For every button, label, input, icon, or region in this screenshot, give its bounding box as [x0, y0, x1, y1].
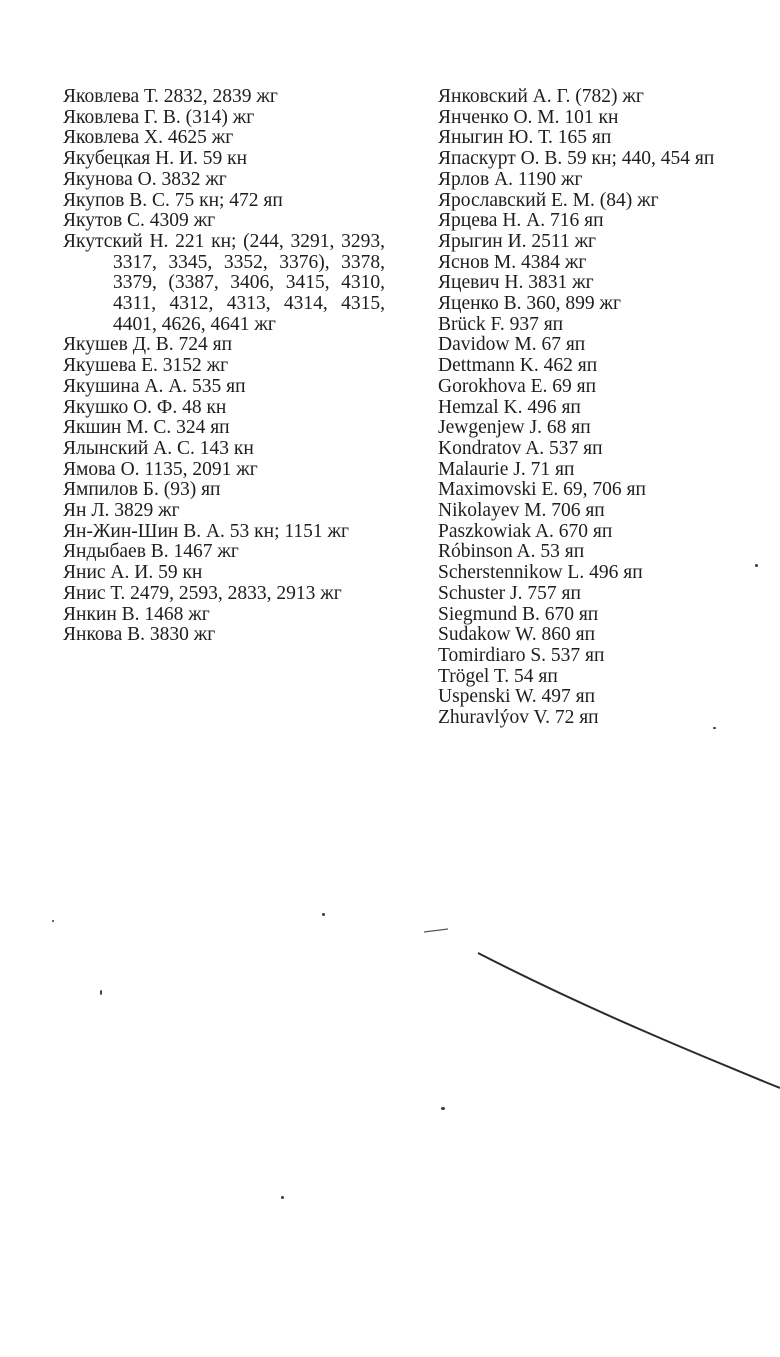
index-entry: Tomirdiaro S. 537 яп	[438, 644, 605, 666]
index-entry: Ярцева Н. А. 716 яп	[438, 210, 604, 232]
index-entry: Malaurie J. 71 яп	[438, 458, 575, 480]
index-entry: Якупов В. С. 75 кн; 472 яп	[63, 189, 283, 211]
index-entry: Янковский А. Г. (782) жг	[438, 86, 644, 107]
index-entry: Яковлева Г. В. (314) жг	[63, 106, 255, 128]
index-entry: Якушко О. Ф. 48 кн	[63, 396, 227, 418]
index-entry: Ямпилов Б. (93) яп	[63, 479, 221, 501]
scan-speck	[322, 913, 325, 916]
index-entry: Яценко В. 360, 899 жг	[438, 293, 621, 315]
index-entry: Davidow M. 67 яп	[438, 334, 586, 356]
index-entry: Якунова О. 3832 жг	[63, 168, 227, 190]
index-entry: Schuster J. 757 яп	[438, 582, 581, 604]
index-entry: Ямова О. 1135, 2091 жг	[63, 458, 258, 480]
index-entry: Uspenski W. 497 яп	[438, 686, 595, 708]
index-entry: Яковлева Х. 4625 жг	[63, 127, 234, 149]
index-entry: Яндыбаев В. 1467 жг	[63, 541, 239, 563]
scan-speck	[441, 1107, 445, 1110]
index-entry: Róbinson A. 53 яп	[438, 541, 585, 563]
index-entry: Якушева Е. 3152 жг	[63, 355, 229, 377]
index-entry: Scherstennikow L. 496 яп	[438, 562, 643, 584]
index-entry: Янкова В. 3830 жг	[63, 624, 216, 646]
index-entry: Gorokhova E. 69 яп	[438, 375, 597, 397]
index-entry: Ялынский А. С. 143 кн	[63, 437, 254, 459]
index-entry: Ян-Жин-Шин В. А. 53 кн; 1151 жг	[63, 520, 349, 542]
scan-speck	[281, 1196, 284, 1199]
index-entry: Якушев Д. В. 724 яп	[63, 334, 233, 356]
index-entry: Якутский Н. 221 кн; (244, 3291, 3293, 3317, 3345, 3352, 3376), 3378, 3379, (3387, 3406, 3415, 4310, 4311, 4312, 4313, 4314, 4315, 4401, 4626, 4641 жг	[63, 230, 385, 335]
index-entry: Янис А. И. 59 кн	[63, 562, 203, 584]
scan-speck	[52, 920, 54, 922]
index-entry: Kondratov A. 537 яп	[438, 437, 603, 459]
index-entry: Dettmann K. 462 яп	[438, 355, 598, 377]
index-entry: Brück F. 937 яп	[438, 313, 564, 335]
index-entry: Siegmund B. 670 яп	[438, 603, 599, 625]
index-entry: Maximovski E. 69, 706 яп	[438, 479, 646, 501]
index-entry: Sudakow W. 860 яп	[438, 624, 595, 646]
index-entry: Яцевич Н. 3831 жг	[438, 272, 594, 294]
index-entry: Яныгин Ю. Т. 165 яп	[438, 127, 612, 149]
index-entry: Яснов М. 4384 жг	[438, 251, 587, 273]
index-entry: Ярлов А. 1190 жг	[438, 168, 583, 190]
index-entry: Янис Т. 2479, 2593, 2833, 2913 жг	[63, 582, 342, 604]
index-entry: Якшин М. С. 324 яп	[63, 417, 230, 439]
index-entry: Zhuravlýov V. 72 яп	[438, 707, 599, 729]
index-entry: Якубецкая Н. И. 59 кн	[63, 148, 248, 170]
index-entry: Якутов С. 4309 жг	[63, 210, 216, 232]
index-entry: Ян Л. 3829 жг	[63, 500, 180, 522]
scan-speck	[755, 564, 758, 567]
index-entry: Янкин В. 1468 жг	[63, 603, 210, 625]
index-entry: Ярославский Е. М. (84) жг	[438, 189, 659, 211]
index-entry: Ярыгин И. 2511 жг	[438, 230, 597, 252]
index-entry: Якушина А. А. 535 яп	[63, 375, 246, 397]
index-entry: Яковлева Т. 2832, 2839 жг	[63, 86, 278, 107]
index-entry: Jewgenjew J. 68 яп	[438, 417, 591, 439]
index-entry: Hemzal K. 496 яп	[438, 396, 581, 418]
index-entry: Trögel T. 54 яп	[438, 665, 558, 687]
index-entry: Nikolayev M. 706 яп	[438, 500, 605, 522]
index-entry: Янченко О. М. 101 кн	[438, 106, 619, 128]
scan-speck	[100, 990, 102, 995]
index-entry: Япаскурт О. В. 59 кн; 440, 454 яп	[438, 148, 715, 170]
scan-speck	[713, 727, 716, 729]
index-entry: Paszkowiak A. 670 яп	[438, 520, 613, 542]
